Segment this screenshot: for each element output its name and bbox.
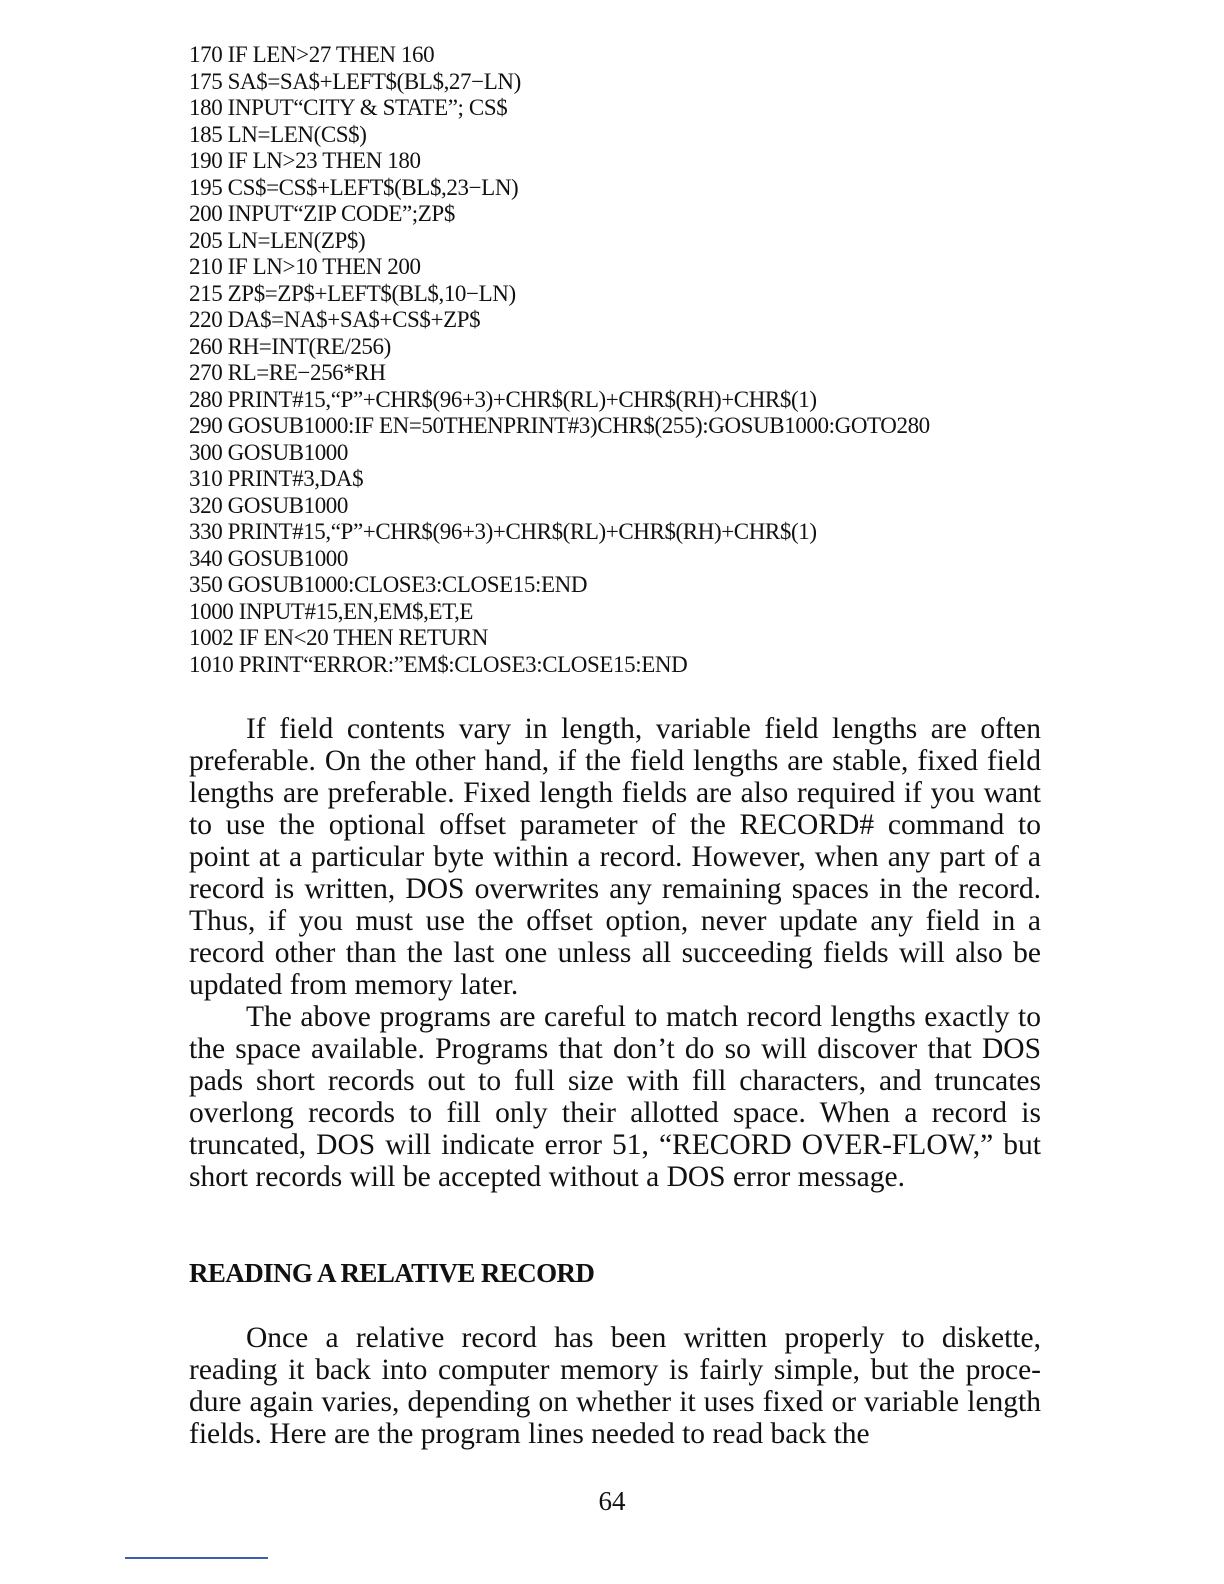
code-line: 175 SA$=SA$+LEFT$(BL$,27−LN) xyxy=(189,68,521,94)
paragraph-reading-record: Once a relative record has been written properly to diskette, reading it back into computer memory is fairly simple, but the proce-dure again varies, depending on whether it uses fixed or variable length fields. Here are the program lines needed to read back the xyxy=(189,1322,1041,1450)
code-line: 350 GOSUB1000:CLOSE3:CLOSE15:END xyxy=(189,572,588,597)
paragraph-field-lengths: If field contents vary in length, variable field lengths are often preferable. On the other hand, if the field lengths are stable, fixed field lengths are preferable. Fixed length fields are also required if you want to use the optional offset parameter of the RECORD# command to point at a particular byte within a record. However, when any part of a record is written, DOS overwrites any remaining spaces in the record. Thus, if you must use the offset option, never update any field in a record other than the last one unless all succeeding fields will also be updated from memory later. xyxy=(189,713,1041,1001)
code-line: 200 INPUT“ZIP CODE”;ZP$ xyxy=(189,201,455,226)
code-line: 190 IF LN>23 THEN 180 xyxy=(189,148,421,173)
section-heading: READING A RELATIVE RECORD xyxy=(189,1258,595,1288)
code-line: 1010 PRINT“ERROR:”EM$:CLOSE3:CLOSE15:END xyxy=(189,651,688,677)
paragraph-record-padding: The above programs are careful to match record lengths exactly to the space available. Programs that don’t do so will discover that DOS pads short records out to full size with fill characters, and truncates overlong records to fill only their allotted space. When a record is truncated, DOS will indicate error 51, “RECORD OVER-FLOW,” but short records will be accepted without a DOS error message. xyxy=(189,1001,1041,1193)
code-line: 330 PRINT#15,“P”+CHR$(96+3)+CHR$(RL)+CHR$(RH)+CHR$(1) xyxy=(189,519,817,544)
body-text-before-heading xyxy=(189,713,1041,1193)
page-number: 64 xyxy=(598,1486,626,1516)
body-text-after-heading xyxy=(189,1322,1041,1450)
code-line: 290 GOSUB1000:IF EN=50THENPRINT#3)CHR$(255):GOSUB1000:GOTO280 xyxy=(189,413,930,438)
code-line: 1002 IF EN<20 THEN RETURN xyxy=(189,625,488,650)
code-line: 340 GOSUB1000 xyxy=(189,545,349,571)
code-line: 270 RL=RE−256*RH xyxy=(189,360,386,385)
code-line: 260 RH=INT(RE/256) xyxy=(189,333,391,359)
code-line: 180 INPUT“CITY & STATE”; CS$ xyxy=(189,95,508,120)
code-line: 300 GOSUB1000 xyxy=(189,439,349,465)
code-line: 220 DA$=NA$+SA$+CS$+ZP$ xyxy=(189,307,481,332)
code-line: 280 PRINT#15,“P”+CHR$(96+3)+CHR$(RL)+CHR$(RH)+CHR$(1) xyxy=(189,386,817,412)
code-line: 170 IF LEN>27 THEN 160 xyxy=(189,42,435,67)
code-line: 310 PRINT#3,DA$ xyxy=(189,466,364,491)
code-line: 1000 INPUT#15,EN,EM$,ET,E xyxy=(189,598,474,624)
code-line: 195 CS$=CS$+LEFT$(BL$,23−LN) xyxy=(189,174,519,200)
code-line: 320 GOSUB1000 xyxy=(189,492,349,518)
basic-code-listing xyxy=(189,42,1069,678)
bottom-divider xyxy=(125,1557,268,1559)
code-line: 205 LN=LEN(ZP$) xyxy=(189,227,366,253)
code-line: 185 LN=LEN(CS$) xyxy=(189,121,367,147)
code-line: 215 ZP$=ZP$+LEFT$(BL$,10−LN) xyxy=(189,280,516,306)
code-line: 210 IF LN>10 THEN 200 xyxy=(189,254,421,279)
